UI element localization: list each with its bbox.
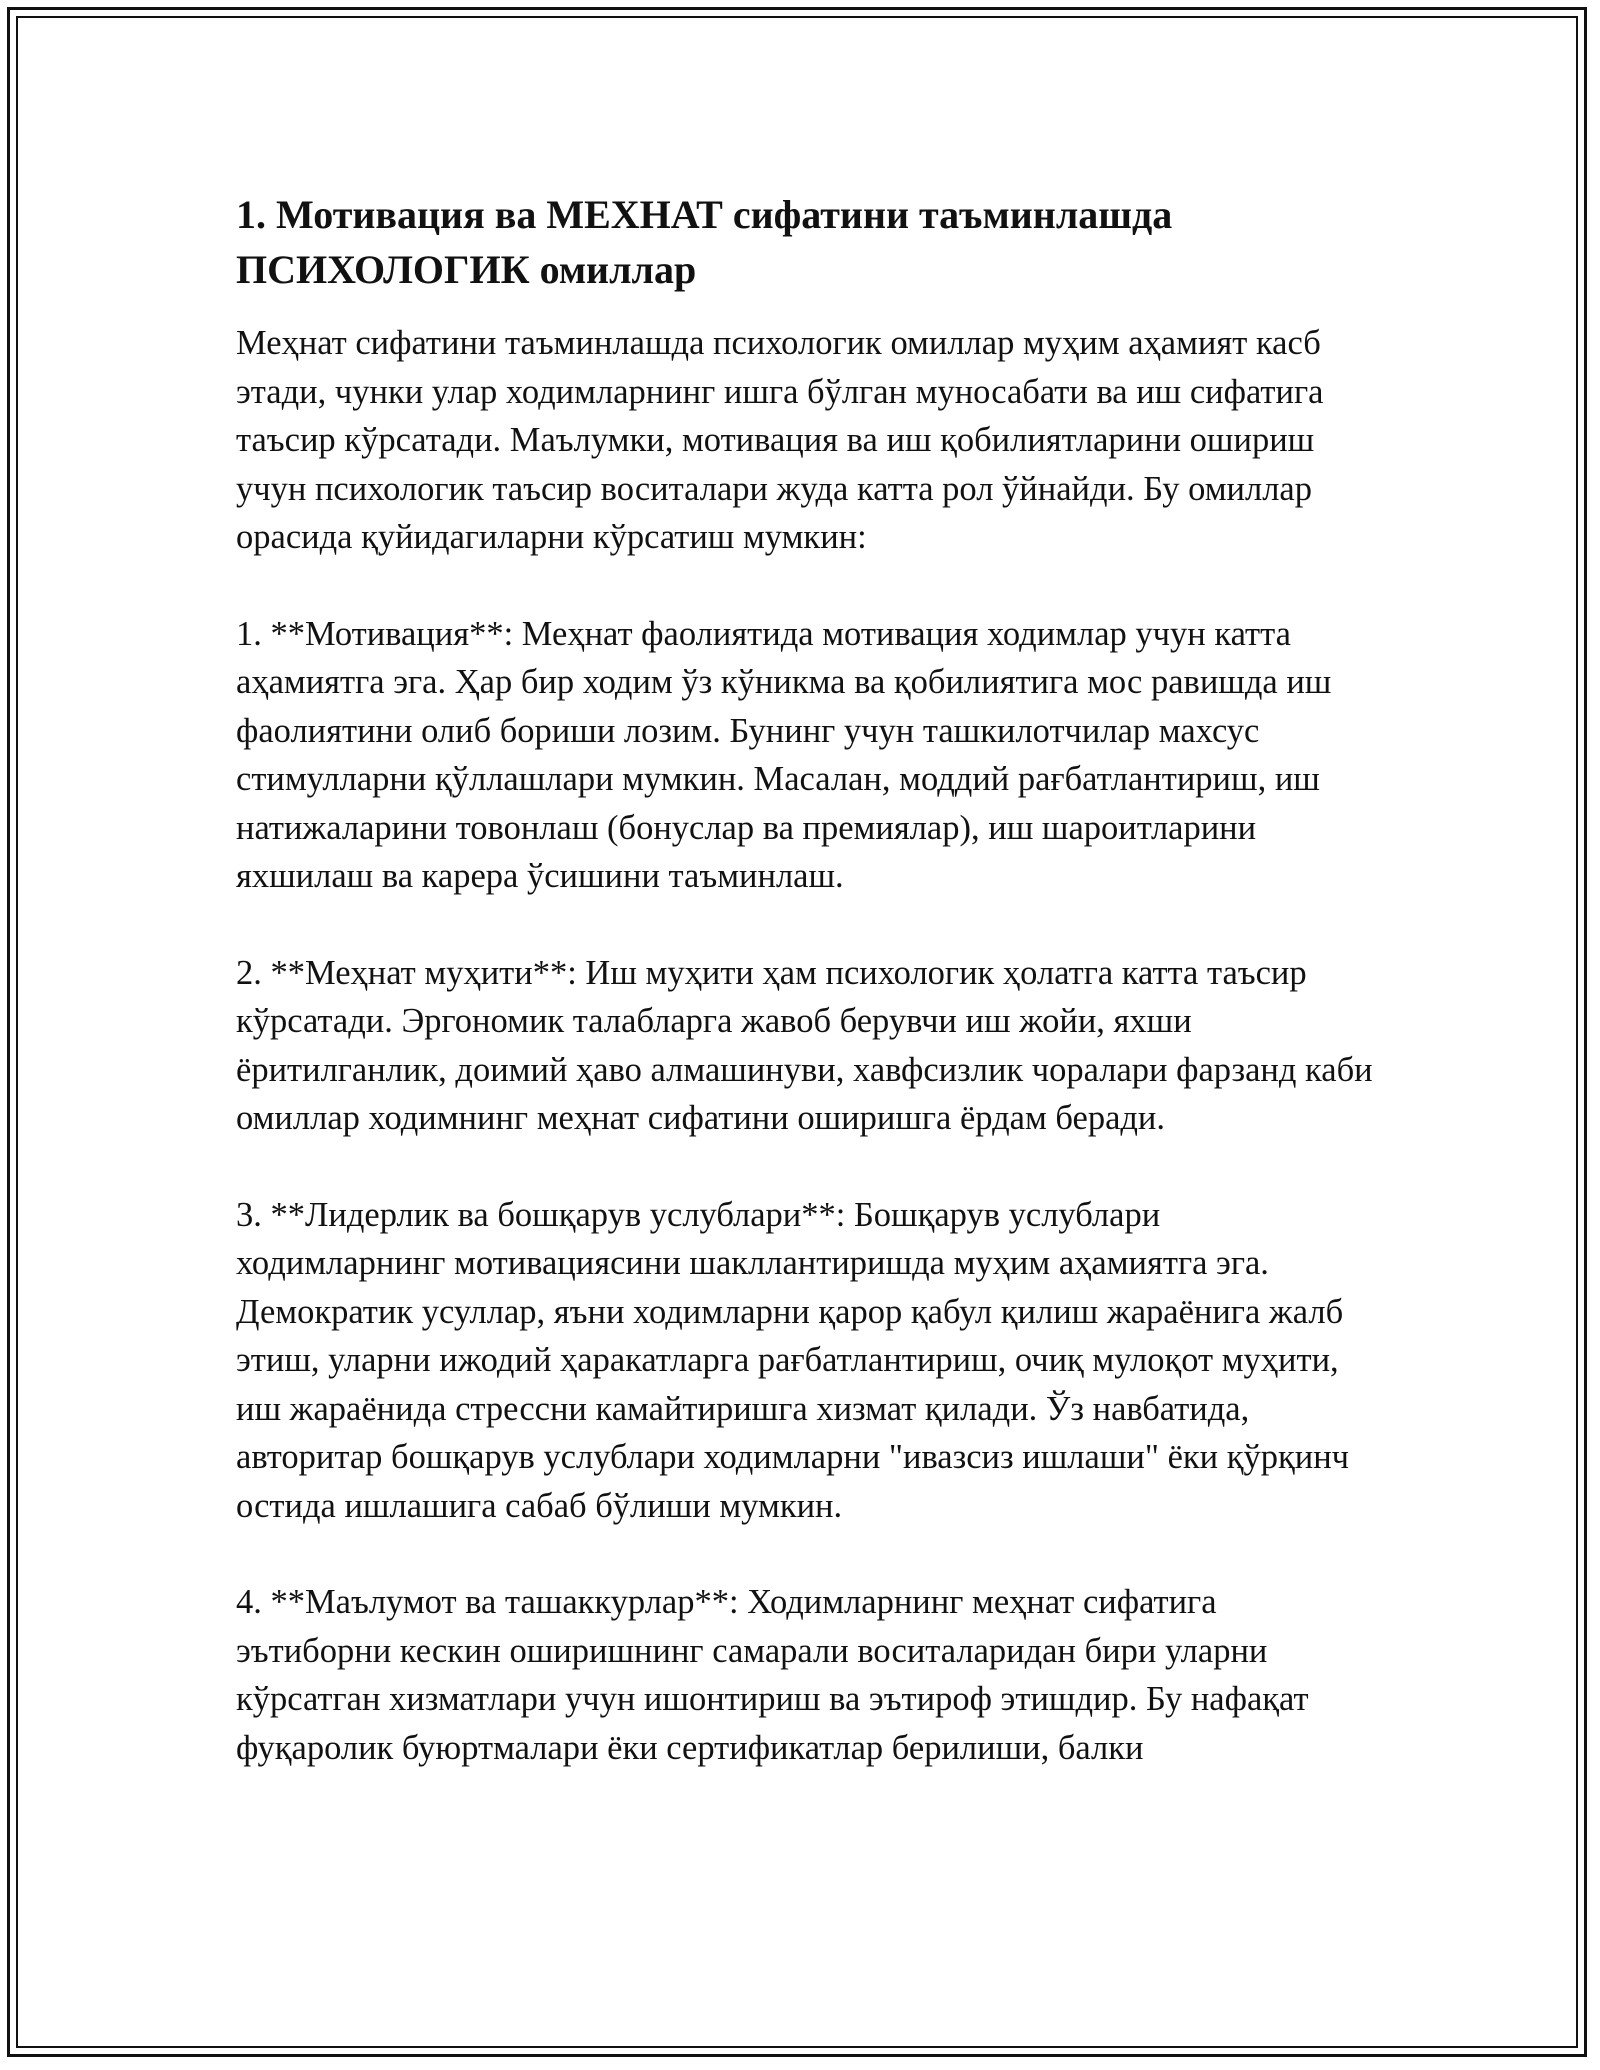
document-body — [236, 187, 1376, 1820]
intro-paragraph: Меҳнат сифатини таъминлашда психологик омиллар муҳим аҳамият касб этади, чунки улар ходимларнинг ишга бўлган муносабати ва иш сифатига таъсир кўрсатади. Маълумки, мотивация ва иш қобилиятларини ошириш учун психологик таъсир воситалари жуда катта рол ўйнайди. Бу омиллар орасида қуйидагиларни кўрсатиш мумкин: — [236, 324, 1324, 556]
paragraph-motivation: 1. **Мотивация**: Меҳнат фаолиятида мотивация ходимлар учун катта аҳамиятга эга. Ҳар бир ходим ўз кўникма ва қобилиятига мос равишда иш фаолиятини олиб бориши лозим. Бунинг учун ташкилотчилар махсус стимулларни қўллашлари мумкин. Масалан, моддий рағбатлантириш, иш натижаларини товонлаш (бонуслар ва премиялар), иш шароитларини яхшилаш ва карера ўсишини таъминлаш. — [236, 614, 1332, 895]
page-title: 1. Мотивация ва МЕХНАТ сифатини таъминлашда ПСИХОЛОГИК омиллар — [236, 192, 1173, 292]
paragraph-recognition: 4. **Маълумот ва ташаккурлар**: Ходимларнинг меҳнат сифатига эътиборни кескин оширишнинг самарали воситаларидан бири уларни кўрсатган хизматлари учун ишонтириш ва эътироф этишдир. Бу нафақат фуқаролик буюртмалари ёки сертификатлар берилиши, балки — [236, 1583, 1309, 1767]
paragraph-leadership: 3. **Лидерлик ва бошқарув услублари**: Бошқарув услублари ходимларнинг мотивациясини шакллантиришда муҳим аҳамиятга эга. Демократик усуллар, яъни ходимларни қарор қабул қилиш жараёнига жалб этиш, уларни ижодий ҳаракатларга рағбатлантириш, очиқ мулоқот муҳити, иш жараёнида стрессни камайтиришга хизмат қилади. Ўз навбатида, авторитар бошқарув услублари ходимларни "ивазсиз ишлаши" ёки қўрқинч остида ишлашига сабаб бўлиши мумкин. — [236, 1195, 1350, 1525]
paragraph-work-environment: 2. **Меҳнат муҳити**: Иш муҳити ҳам психологик ҳолатга катта таъсир кўрсатади. Эргономик талабларга жавоб берувчи иш жойи, яхши ёритилганлик, доимий ҳаво алмашинуви, хавфсизлик чоралари фарзанд каби омиллар ходимнинг меҳнат сифатини оширишга ёрдам беради. — [236, 953, 1373, 1137]
